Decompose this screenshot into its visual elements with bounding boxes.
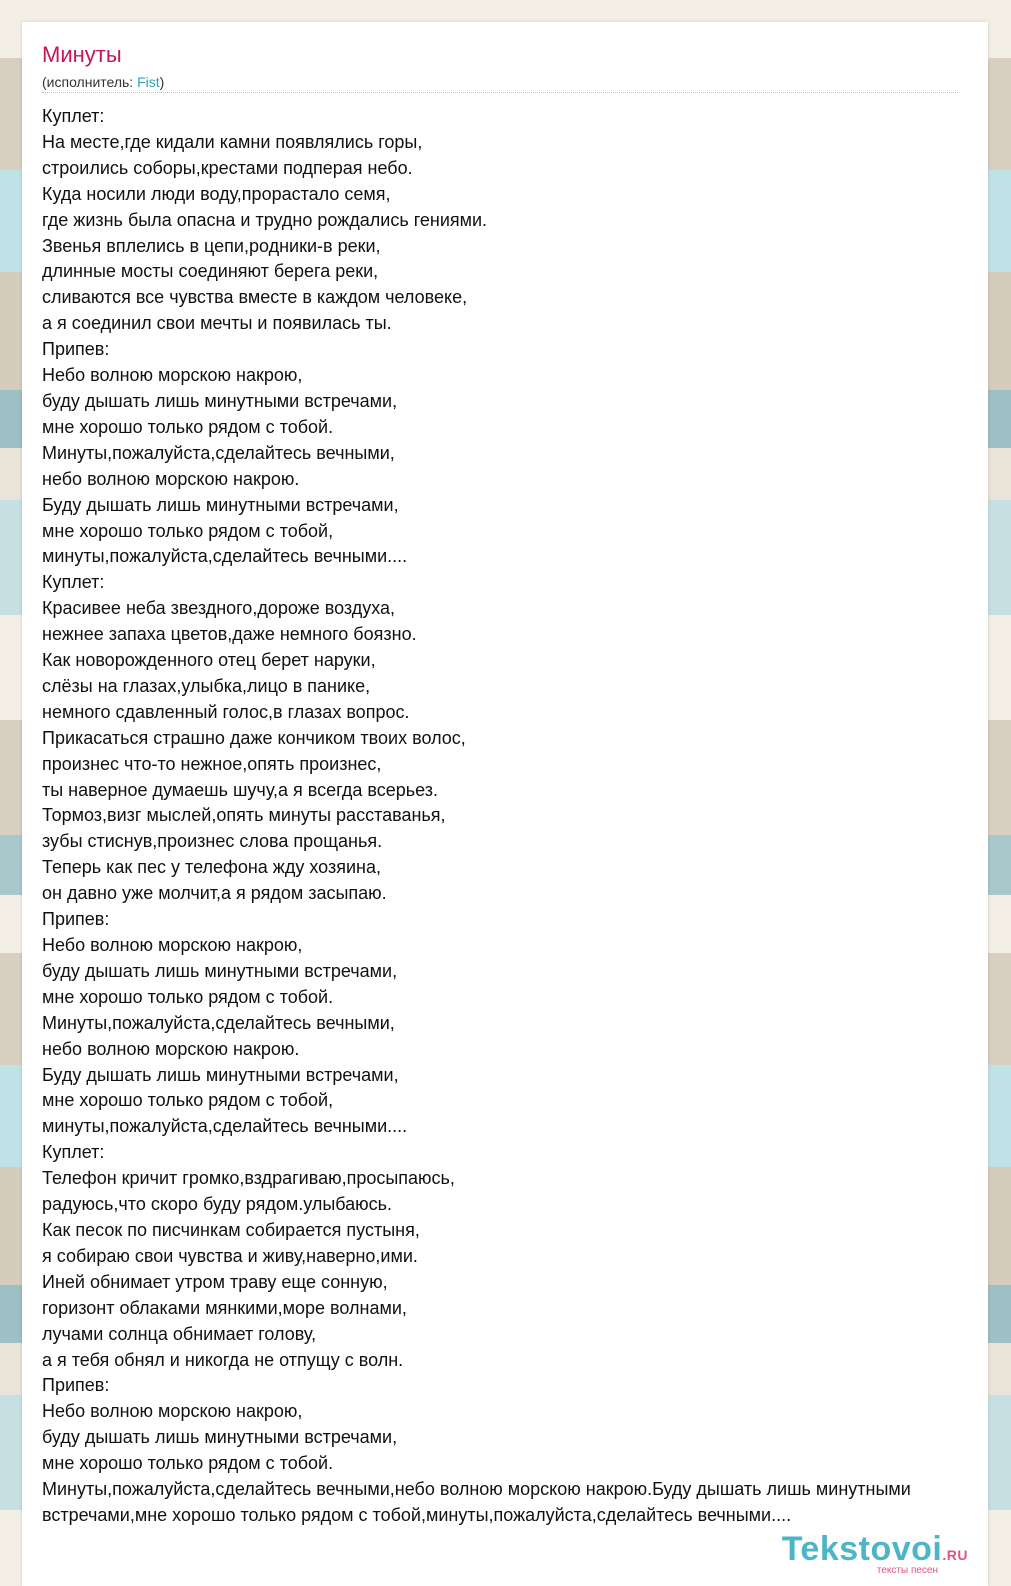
logo-tagline: тексты песен — [876, 1565, 938, 1576]
lyric-line: он давно уже молчит,а я рядом засыпаю. — [42, 883, 387, 904]
lyric-line: Иней обнимает утром траву еще сонную, — [42, 1271, 388, 1292]
lyric-line: Припев: — [42, 1375, 110, 1396]
lyric-line: Куплет: — [42, 1142, 105, 1163]
lyric-line: Небо волною морскою накрою, — [42, 365, 303, 386]
lyric-line: буду дышать лишь минутными встречами, — [42, 960, 398, 981]
lyric-line: Тормоз,визг мыслей,опять минуты расставанья, — [42, 805, 446, 826]
lyric-line: Небо волною морскою накрою, — [42, 935, 303, 955]
lyric-line: Минуты,пожалуйста,сделайтесь вечными,небо волною морскою накрою.Буду дышать лишь минутными — [42, 1479, 911, 1500]
lyric-line: горизонт облаками мянкими,море волнами, — [42, 1297, 407, 1318]
lyric-line: Как новорожденного отец берет наруки, — [42, 650, 376, 671]
lyric-line: где жизнь была опасна и трудно рождались гениями. — [42, 209, 488, 230]
lyric-line: Звенья вплелись в цепи,родники-в реки, — [42, 235, 381, 256]
performer-line — [42, 74, 164, 90]
lyric-line: лучами солнца обнимает голову, — [42, 1323, 317, 1344]
lyric-line: На месте,где кидали камни появлялись горы, — [42, 131, 423, 152]
lyric-line: нежнее запаха цветов,даже немного боязно. — [42, 624, 417, 645]
lyric-line: Минуты,пожалуйста,сделайтесь вечными, — [42, 442, 395, 463]
lyric-line: я собираю свои чувства и живу,наверно,ими. — [42, 1245, 418, 1266]
lyric-line: Куда носили люди воду,прорастало семя, — [42, 183, 391, 204]
lyric-line: минуты,пожалуйста,сделайтесь вечными.... — [42, 1116, 408, 1137]
lyric-line: длинные мосты соединяют берега реки, — [42, 261, 379, 282]
lyric-line: мне хорошо только рядом с тобой, — [42, 1090, 334, 1111]
lyric-line: немного сдавленный голос,в глазах вопрос. — [42, 701, 410, 722]
lyric-line: Припев: — [42, 339, 110, 360]
lyric-line: буду дышать лишь минутными встречами, — [42, 1427, 398, 1448]
lyric-line: произнес что-то нежное,опять произнес, — [42, 753, 382, 774]
lyrics-card — [22, 22, 988, 1586]
lyric-line: встречами,мне хорошо только рядом с тобой,минуты,пожалуйста,сделайтесь вечными.... — [42, 1504, 792, 1525]
lyric-line: мне хорошо только рядом с тобой. — [42, 1453, 334, 1474]
lyric-line: мне хорошо только рядом с тобой. — [42, 986, 334, 1007]
lyric-line: буду дышать лишь минутными встречами, — [42, 390, 398, 411]
lyric-line: строились соборы,крестами подперая небо. — [42, 157, 413, 178]
lyric-line: небо волною морскою накрою. — [42, 1038, 300, 1059]
lyric-line: Небо волною морскою накрою, — [42, 1401, 303, 1422]
lyric-line: Куплет: — [42, 572, 105, 593]
lyric-line: слёзы на глазах,улыбка,лицо в панике, — [42, 675, 371, 696]
song-title: Минуты — [42, 42, 122, 67]
performer-suffix: ) — [159, 74, 165, 90]
lyric-line: а я соединил свои мечты и появилась ты. — [42, 313, 392, 334]
logo-name: Tekstovoi — [781, 1530, 943, 1568]
lyric-line: Телефон кричит громко,вздрагиваю,просыпаюсь, — [42, 1168, 455, 1189]
lyric-line: Красивее неба звездного,дороже воздуха, — [42, 598, 396, 619]
lyric-line: Теперь как пес у телефона жду хозяина, — [42, 857, 381, 878]
lyric-line: ты наверное думаешь шучу,а я всегда всерьез. — [42, 779, 439, 800]
site-logo[interactable] — [782, 1530, 968, 1576]
divider — [42, 92, 958, 93]
lyrics-text — [42, 104, 997, 1529]
lyric-line: зубы стиснув,произнес слова прощанья. — [42, 831, 383, 852]
lyric-line: небо волною морскою накрою. — [42, 468, 300, 489]
lyric-line: Минуты,пожалуйста,сделайтесь вечными, — [42, 1012, 395, 1033]
lyric-line: сливаются все чувства вместе в каждом человеке, — [42, 287, 468, 308]
lyric-line: мне хорошо только рядом с тобой, — [42, 520, 334, 541]
performer-prefix: (исполнитель: — [42, 74, 138, 90]
lyric-line: Буду дышать лишь минутными встречами, — [42, 1064, 399, 1085]
lyric-line: Буду дышать лишь минутными встречами, — [42, 494, 399, 515]
lyric-line: а я тебя обнял и никогда не отпущу с волн. — [42, 1349, 404, 1370]
performer-link[interactable]: Fist — [137, 74, 160, 90]
lyric-line: минуты,пожалуйста,сделайтесь вечными.... — [42, 546, 408, 567]
lyric-line: Куплет: — [42, 106, 105, 126]
lyric-line: Как песок по писчинкам собирается пустыня, — [42, 1219, 420, 1240]
lyric-line: радуюсь,что скоро буду рядом.улыбаюсь. — [42, 1194, 393, 1215]
lyric-line: Припев: — [42, 909, 110, 930]
lyric-line: мне хорошо только рядом с тобой. — [42, 416, 334, 437]
logo-tld: .RU — [942, 1547, 968, 1563]
lyric-line: Прикасаться страшно даже кончиком твоих волос, — [42, 727, 466, 748]
